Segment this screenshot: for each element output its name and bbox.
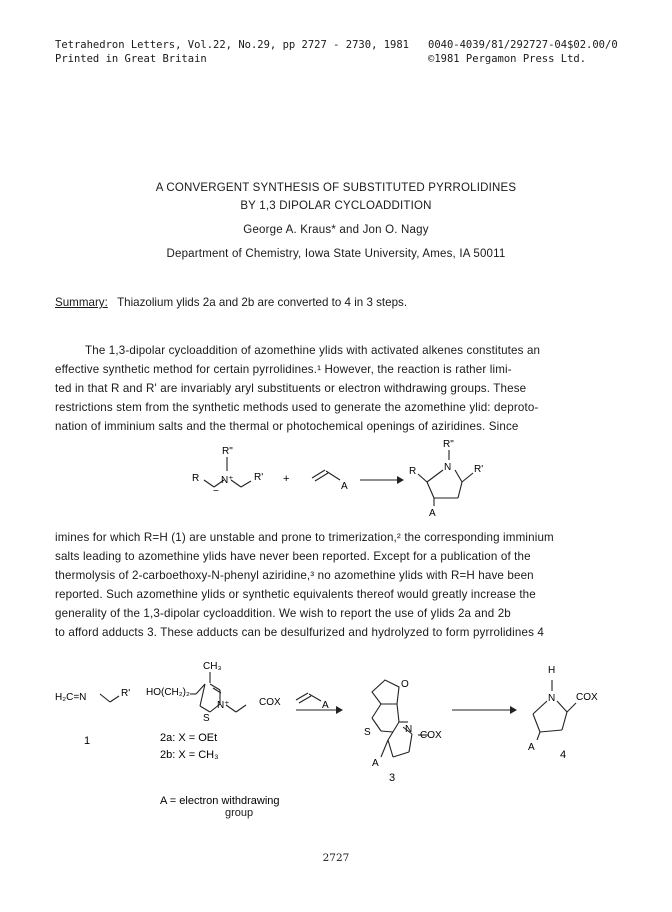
journal-citation: Tetrahedron Letters, Vol.22, No.29, pp 2727 - 2730, 1981: [55, 39, 410, 51]
paragraph-line: imines for which R=H (1) are unstable and prone to trimerization,² the corresponding imminium: [55, 531, 554, 544]
authors: George A. Kraus* and Jon O. Nagy: [243, 224, 429, 236]
adduct-a: A: [372, 758, 379, 769]
product-a: A: [429, 508, 436, 519]
compound-2b-label: 2b: X = CH₃: [160, 749, 219, 761]
product-r-double-prime: R": [443, 439, 454, 450]
thiazolium-n-plus: N⁺: [217, 700, 230, 711]
summary-label: Summary:: [55, 296, 108, 309]
summary: [55, 296, 407, 309]
pyrrolidine-h: H: [548, 665, 556, 676]
adduct-s: S: [364, 727, 371, 738]
hydroxyethyl-group: HO(CH₂)₂: [146, 687, 190, 698]
ylid-cox: COX: [259, 697, 281, 708]
a-definition-line2: group: [225, 807, 254, 819]
page-number: 2727: [322, 852, 350, 864]
product-r: R: [409, 466, 417, 477]
alkene-a-2: A: [322, 700, 329, 711]
compound-2a-label: 2a: X = OEt: [160, 732, 218, 744]
pyrrolidine-a: A: [528, 742, 535, 753]
article-code: 0040-4039/81/292727-04$02.00/0: [428, 39, 618, 51]
paper-title-line1: A CONVERGENT SYNTHESIS OF SUBSTITUTED PYRROLIDINES: [155, 182, 517, 194]
paragraph-line: generality of the 1,3-dipolar cycloaddition. We wish to report the use of ylids 2a and 2b: [55, 607, 511, 620]
paper-title-line2: BY 1,3 DIPOLAR CYCLOADDITION: [240, 200, 432, 212]
carbanion-minus: −: [213, 486, 219, 497]
paragraph-line: salts leading to azomethine ylids have never been reported. Except for a publication of the: [55, 550, 531, 563]
plus-sign: +: [283, 473, 290, 485]
product-n: N: [444, 462, 452, 473]
compound-4-label: 4: [560, 749, 567, 761]
summary-text: Thiazolium ylids 2a and 2b are converted to 4 in 3 steps.: [117, 296, 408, 309]
methyl-group: CH₃: [203, 661, 222, 672]
adduct-o: O: [401, 679, 409, 690]
compound-1-label: 1: [84, 735, 91, 747]
copyright: ©1981 Pergamon Press Ltd.: [428, 53, 587, 65]
paragraph-line: nation of imminium salts and the thermal or photochemical openings of aziridines. Since: [55, 420, 519, 433]
paragraph-line: restrictions stem from the synthetic methods used to generate the azomethine ylid: deproto-: [55, 401, 539, 414]
pyrrolidine-n: N: [548, 693, 556, 704]
paragraph-line: ted in that R and R' are invariably aryl substituents or electron withdrawing groups. These: [55, 382, 527, 395]
thiazolium-s: S: [203, 713, 210, 724]
adduct-cox: COX: [420, 730, 442, 741]
imine-formula: H₂C=N: [55, 692, 87, 703]
alkene-a: A: [341, 481, 348, 492]
scheme-2-synthesis: [0, 660, 672, 810]
printed-in: Printed in Great Britain: [55, 53, 207, 65]
paragraph-line: to afford adducts 3. These adducts can be desulfurized and hydrolyzed to form pyrrolidines 4: [55, 626, 544, 639]
a-definition-line1: A = electron withdrawing: [160, 795, 280, 807]
imine-r-prime: R': [121, 688, 131, 699]
paragraph-line: The 1,3-dipolar cycloaddition of azomethine ylids with activated alkenes constitutes an: [85, 344, 541, 357]
paragraph-line: effective synthetic method for certain pyrrolidines.¹ However, the reaction is rather limi-: [55, 363, 512, 376]
product-r-prime: R': [474, 464, 484, 475]
scheme-1-cycloaddition: [0, 436, 672, 526]
compound-3-label: 3: [389, 772, 396, 784]
r-double-prime: R": [222, 446, 233, 457]
r-substituent: R: [192, 473, 200, 484]
paragraph-line: thermolysis of 2-carboethoxy-N-phenyl aziridine,³ no azomethine ylids with R=H have been: [55, 569, 534, 582]
n-plus: N⁺: [221, 475, 234, 486]
affiliation: Department of Chemistry, Iowa State University, Ames, IA 50011: [166, 248, 506, 260]
paragraph-line: reported. Such azomethine ylids or synthetic equivalents thereof would greatly increase the: [55, 588, 536, 601]
adduct-n: N: [405, 724, 413, 735]
r-prime: R': [254, 472, 264, 483]
pyrrolidine-cox: COX: [576, 692, 598, 703]
